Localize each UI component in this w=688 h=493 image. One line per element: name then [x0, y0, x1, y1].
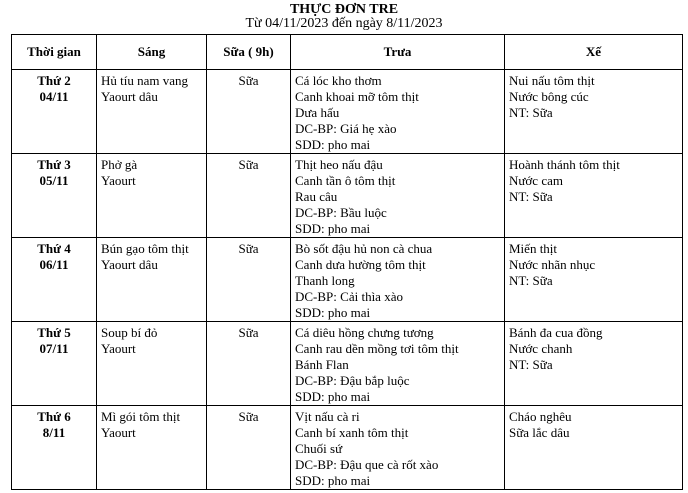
- menu-item: SDD: pho mai: [295, 305, 371, 320]
- menu-item: Nui nấu tôm thịt: [509, 73, 595, 88]
- menu-item: Canh khoai mỡ tôm thịt: [295, 89, 419, 104]
- day-date: 07/11: [39, 341, 69, 356]
- header-morning: Sáng: [97, 35, 207, 70]
- menu-item: Nước bông cúc: [509, 89, 589, 104]
- lunch-cell: [291, 238, 505, 322]
- header-lunch: Trưa: [291, 35, 505, 70]
- menu-item: Phở gà: [101, 157, 138, 172]
- menu-table: [11, 34, 683, 490]
- header-milk: Sữa ( 9h): [207, 35, 291, 70]
- table-row: [12, 154, 683, 238]
- snack-cell: [505, 154, 683, 238]
- lunch-cell: [291, 322, 505, 406]
- menu-item: Cá diêu hồng chưng tương: [295, 325, 434, 340]
- day-label: Thứ 5: [37, 325, 71, 340]
- snack-cell: [505, 238, 683, 322]
- menu-item: Yaourt: [101, 341, 136, 356]
- menu-item: Canh rau dền mồng tơi tôm thịt: [295, 341, 459, 356]
- menu-item: Nước nhãn nhục: [509, 257, 596, 272]
- day-date: 05/11: [39, 173, 69, 188]
- menu-item: Cá lóc kho thơm: [295, 73, 382, 88]
- menu-item: Mì gói tôm thịt: [101, 409, 181, 424]
- menu-item: Nước cam: [509, 173, 563, 188]
- menu-item: Rau câu: [295, 189, 338, 204]
- menu-item: Yaourt dâu: [101, 89, 158, 104]
- menu-item: Bún gạo tôm thịt: [101, 241, 189, 256]
- milk-cell: [207, 70, 291, 154]
- morning-cell: [97, 154, 207, 238]
- menu-item: NT: Sữa: [509, 357, 553, 372]
- table-row: [12, 406, 683, 490]
- menu-item: Sữa: [238, 409, 259, 424]
- menu-item: Sữa: [238, 241, 259, 256]
- menu-item: Yaourt dâu: [101, 257, 158, 272]
- menu-item: SDD: pho mai: [295, 389, 371, 404]
- morning-cell: [97, 70, 207, 154]
- menu-body: [12, 70, 683, 490]
- menu-title: THỰC ĐƠN TRE: [289, 2, 399, 17]
- day-date: 8/11: [42, 425, 66, 440]
- menu-item: Soup bí đỏ: [101, 325, 158, 340]
- menu-item: Bánh đa cua đồng: [509, 325, 603, 340]
- menu-item: NT: Sữa: [509, 273, 553, 288]
- menu-item: Yaourt: [101, 425, 136, 440]
- lunch-cell: [291, 154, 505, 238]
- menu-item: SDD: pho mai: [295, 137, 371, 152]
- menu-item: Chuối sứ: [295, 441, 343, 456]
- menu-item: Sữa: [238, 325, 259, 340]
- header-time: Thời gian: [12, 35, 97, 70]
- menu-item: Canh dưa hường tôm thịt: [295, 257, 426, 272]
- menu-item: NT: Sữa: [509, 105, 553, 120]
- menu-item: Dưa hấu: [295, 105, 340, 120]
- menu-item: Yaourt: [101, 173, 136, 188]
- day-date: 04/11: [39, 89, 69, 104]
- snack-cell: [505, 406, 683, 490]
- menu-date-range: Từ 04/11/2023 đến ngày 8/11/2023: [245, 16, 443, 31]
- milk-cell: [207, 406, 291, 490]
- menu-item: Nước chanh: [509, 341, 573, 356]
- menu-item: DC-BP: Bầu luộc: [295, 205, 387, 220]
- day-label: Thứ 6: [37, 409, 71, 424]
- menu-item: Bò sốt đậu hủ non cà chua: [295, 241, 433, 256]
- milk-cell: [207, 322, 291, 406]
- menu-item: Sữa: [238, 73, 259, 88]
- menu-item: DC-BP: Giá hẹ xào: [295, 121, 397, 136]
- menu-item: DC-BP: Đậu bắp luộc: [295, 373, 410, 388]
- day-label: Thứ 4: [37, 241, 71, 256]
- morning-cell: [97, 322, 207, 406]
- morning-cell: [97, 238, 207, 322]
- menu-item: Bánh Flan: [295, 357, 349, 372]
- menu-item: SDD: pho mai: [295, 221, 371, 236]
- menu-item: Hủ tíu nam vang: [101, 73, 189, 88]
- table-row: [12, 70, 683, 154]
- lunch-cell: [291, 70, 505, 154]
- menu-item: NT: Sữa: [509, 189, 553, 204]
- menu-item: Miến thịt: [509, 241, 558, 256]
- lunch-cell: [291, 406, 505, 490]
- day-cell: [12, 322, 97, 406]
- menu-item: Canh tần ô tôm thịt: [295, 173, 396, 188]
- menu-item: Sữa: [238, 157, 259, 172]
- day-cell: [12, 238, 97, 322]
- menu-item: SDD: pho mai: [295, 473, 371, 488]
- menu-item: DC-BP: Cải thìa xào: [295, 289, 403, 304]
- day-date: 06/11: [39, 257, 69, 272]
- snack-cell: [505, 70, 683, 154]
- day-label: Thứ 2: [37, 73, 71, 88]
- day-cell: [12, 406, 97, 490]
- milk-cell: [207, 238, 291, 322]
- day-label: Thứ 3: [37, 157, 71, 172]
- table-row: [12, 238, 683, 322]
- menu-item: Vịt nấu cà ri: [295, 409, 360, 424]
- table-row: [12, 322, 683, 406]
- morning-cell: [97, 406, 207, 490]
- header-row: [12, 35, 683, 70]
- menu-item: Thanh long: [295, 273, 355, 288]
- menu-item: Canh bí xanh tôm thịt: [295, 425, 409, 440]
- menu-item: Cháo nghêu: [509, 409, 572, 424]
- menu-item: Hoành thánh tôm thịt: [509, 157, 620, 172]
- menu-item: DC-BP: Đậu que cà rốt xào: [295, 457, 439, 472]
- snack-cell: [505, 322, 683, 406]
- milk-cell: [207, 154, 291, 238]
- menu-item: Sữa lắc dâu: [509, 425, 570, 440]
- day-cell: [12, 154, 97, 238]
- menu-item: Thịt heo nấu đậu: [295, 157, 383, 172]
- header-snack: Xế: [505, 35, 683, 70]
- day-cell: [12, 70, 97, 154]
